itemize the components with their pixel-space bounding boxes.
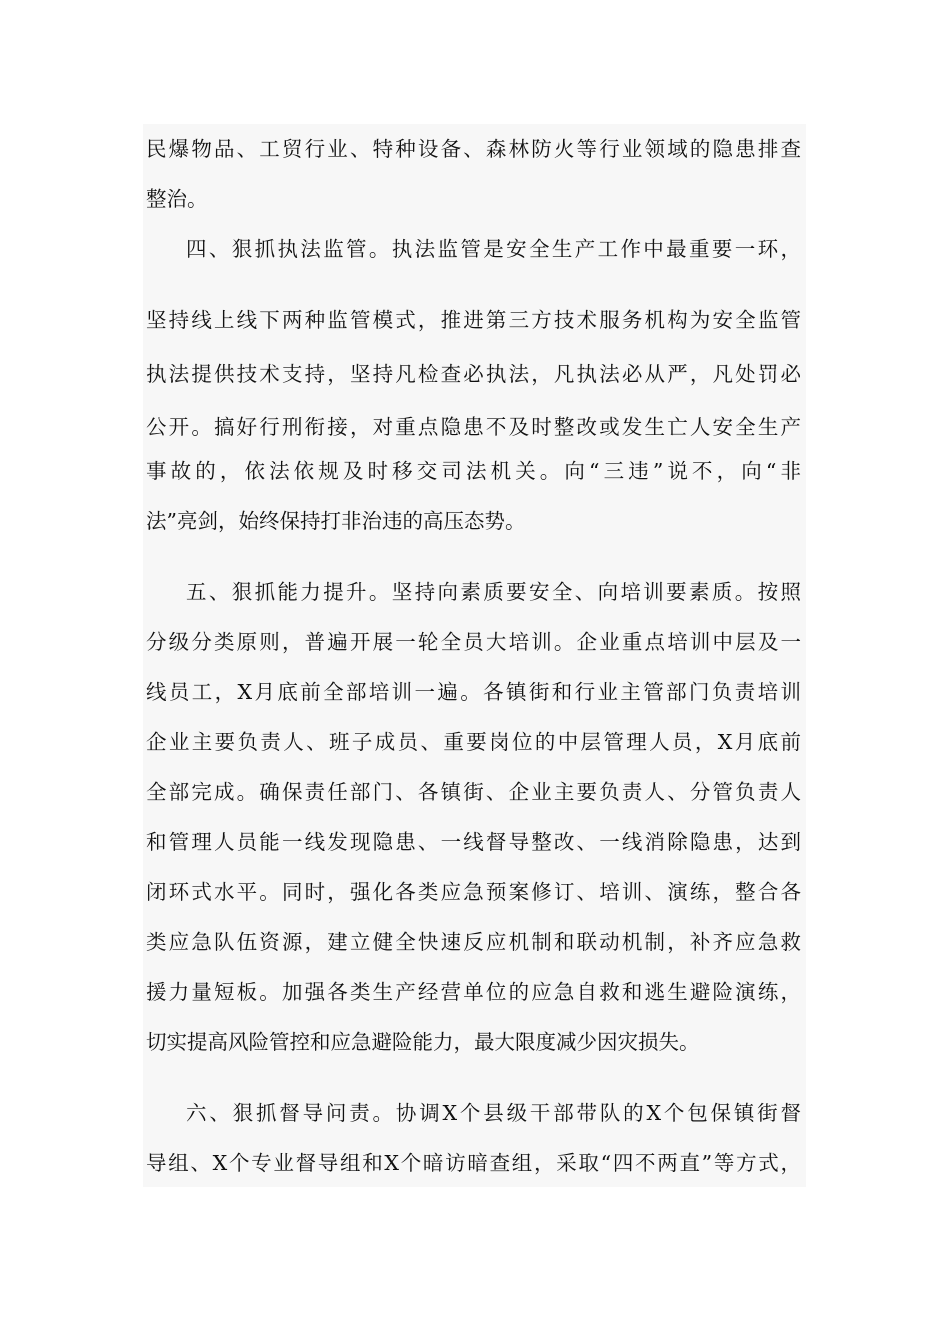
paragraph-line: 四、狠抓执法监管。执法监管是安全生产工作中最重要一环， bbox=[186, 237, 801, 261]
paragraph-line: 导组、X个专业督导组和X个暗访暗查组，采取“四不两直”等方式， bbox=[146, 1151, 801, 1175]
paragraph-line: 援力量短板。加强各类生产经营单位的应急自救和逃生避险演练， bbox=[146, 980, 801, 1004]
paragraph-line: 企业主要负责人、班子成员、重要岗位的中层管理人员，X月底前 bbox=[146, 730, 801, 754]
paragraph-line: 类应急队伍资源，建立健全快速反应机制和联动机制，补齐应急救 bbox=[146, 930, 801, 954]
paragraph-line: 全部完成。确保责任部门、各镇街、企业主要负责人、分管负责人 bbox=[146, 780, 801, 804]
paragraph-line: 整治。 bbox=[146, 187, 208, 211]
paragraph-line: 和管理人员能一线发现隐患、一线督导整改、一线消除隐患，达到 bbox=[146, 830, 801, 854]
paragraph-line: 六、狠抓督导问责。协调X个县级干部带队的X个包保镇街督 bbox=[186, 1101, 801, 1125]
paragraph-line: 线员工，X月底前全部培训一遍。各镇街和行业主管部门负责培训 bbox=[146, 680, 801, 704]
paragraph-line: 法”亮剑，始终保持打非治违的高压态势。 bbox=[146, 509, 526, 533]
paragraph-line: 闭环式水平。同时，强化各类应急预案修订、培训、演练，整合各 bbox=[146, 880, 801, 904]
paragraph-line: 民爆物品、工贸行业、特种设备、森林防火等行业领域的隐患排查 bbox=[146, 137, 801, 161]
paragraph-line: 分级分类原则，普遍开展一轮全员大培训。企业重点培训中层及一 bbox=[146, 630, 801, 654]
paragraph-line: 五、狠抓能力提升。坚持向素质要安全、向培训要素质。按照 bbox=[186, 580, 801, 604]
paragraph-line: 执法提供技术支持，坚持凡检查必执法，凡执法必从严，凡处罚必 bbox=[146, 362, 801, 386]
paragraph-line: 切实提高风险管控和应急避险能力，最大限度减少因灾损失。 bbox=[146, 1030, 700, 1054]
paragraph-line: 坚持线上线下两种监管模式，推进第三方技术服务机构为安全监管 bbox=[146, 308, 801, 332]
paragraph-line: 公开。搞好行刑衔接，对重点隐患不及时整改或发生亡人安全生产 bbox=[146, 415, 801, 439]
paragraph-line: 事故的，依法依规及时移交司法机关。向“三违”说不，向“非 bbox=[146, 459, 801, 483]
